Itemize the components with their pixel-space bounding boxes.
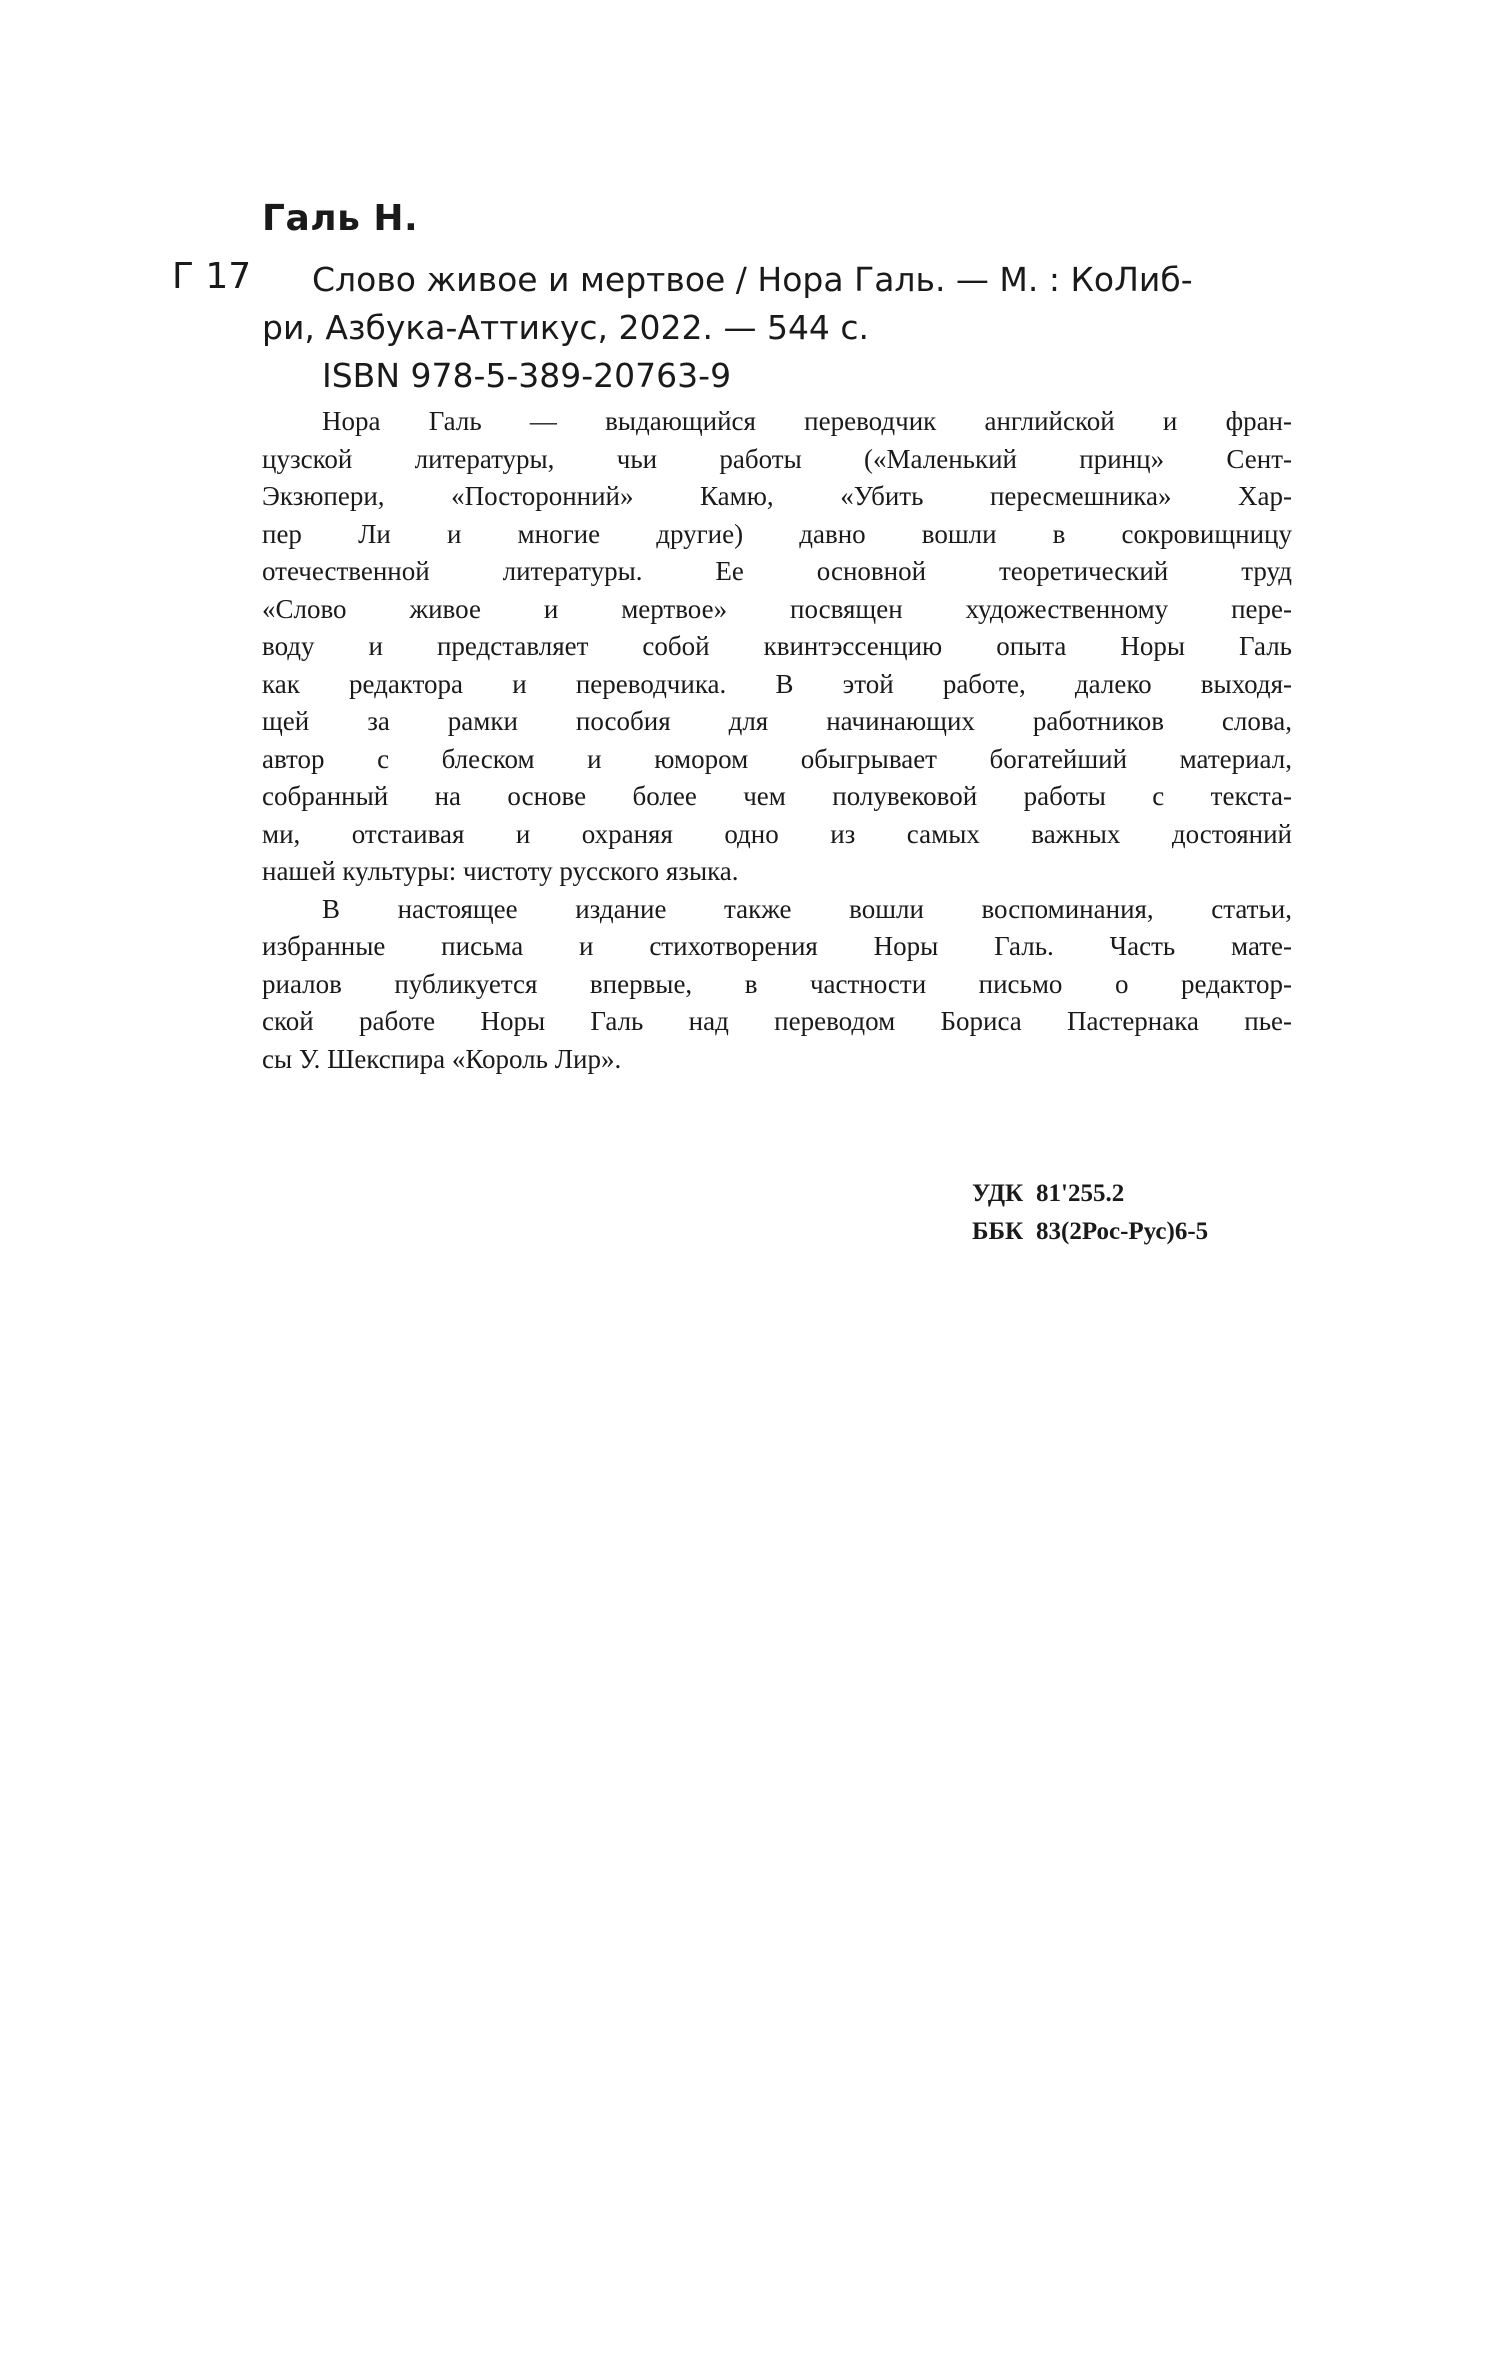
abstract-line: ми, отстаивая и охраняя одно из самых важных достояний xyxy=(262,818,1292,849)
classification-codes xyxy=(972,1175,1208,1251)
author-mark: Г 17 xyxy=(172,256,252,297)
abstract-paragraph-1 xyxy=(262,403,1292,891)
abstract-line: нашей культуры: чистоту русского языка. xyxy=(262,856,739,886)
abstract-line: избранные письма и стихотворения Норы Галь. Часть мате- xyxy=(262,931,1292,961)
abstract-line: воду и представляет собой квинтэссенцию опыта Норы Галь xyxy=(262,631,1292,661)
abstract-paragraph-2 xyxy=(262,891,1292,1079)
abstract-line: щей за рамки пособия для начинающих работников слова, xyxy=(262,706,1292,736)
abstract-line: Нора Галь — выдающийся переводчик английской и фран- xyxy=(322,406,1292,436)
abstract-line: цузской литературы, чьи работы («Маленький принц» Сент- xyxy=(262,443,1292,474)
abstract-line: пер Ли и многие другие) давно вошли в сокровищницу xyxy=(262,518,1292,549)
udk-code xyxy=(972,1175,1208,1213)
bbk-label: ББК xyxy=(972,1218,1024,1245)
abstract-line: ской работе Норы Галь над переводом Бориса Пастернака пье- xyxy=(262,1006,1292,1036)
abstract-line: Экзюпери, «Посторонний» Камю, «Убить пересмешника» Хар- xyxy=(262,481,1292,511)
bibliographic-record xyxy=(262,256,1292,352)
abstract-line: сы У. Шекспира «Король Лир». xyxy=(262,1043,622,1074)
abstract-line: как редактора и переводчика. В этой работе, далеко выходя- xyxy=(262,668,1292,699)
abstract-line: В настоящее издание также вошли воспоминания, статьи, xyxy=(322,893,1292,924)
abstract xyxy=(262,403,1292,1078)
bbk-value: 83(2Рос-Рус)6-5 xyxy=(1036,1218,1209,1245)
abstract-line: отечественной литературы. Ее основной теоретический труд xyxy=(262,556,1292,586)
abstract-line: автор с блеском и юмором обыгрывает богатейший материал, xyxy=(262,743,1292,774)
isbn: ISBN 978-5-389-20763-9 xyxy=(322,356,732,395)
biblio-line-1: Слово живое и мертвое / Нора Галь. — М. : КоЛиб- xyxy=(312,260,1193,299)
abstract-line: «Слово живое и мертвое» посвящен художественному пере- xyxy=(262,593,1292,624)
abstract-line: собранный на основе более чем полувековой работы с текста- xyxy=(262,781,1292,811)
udk-value: 81'255.2 xyxy=(1036,1180,1125,1207)
biblio-line-2: ри, Азбука-Аттикус, 2022. — 544 с. xyxy=(262,308,870,347)
author-heading: Галь Н. xyxy=(262,198,419,239)
udk-label: УДК xyxy=(972,1180,1024,1207)
abstract-line: риалов публикуется впервые, в частности письмо о редактор- xyxy=(262,968,1292,999)
bbk-code xyxy=(972,1213,1208,1251)
